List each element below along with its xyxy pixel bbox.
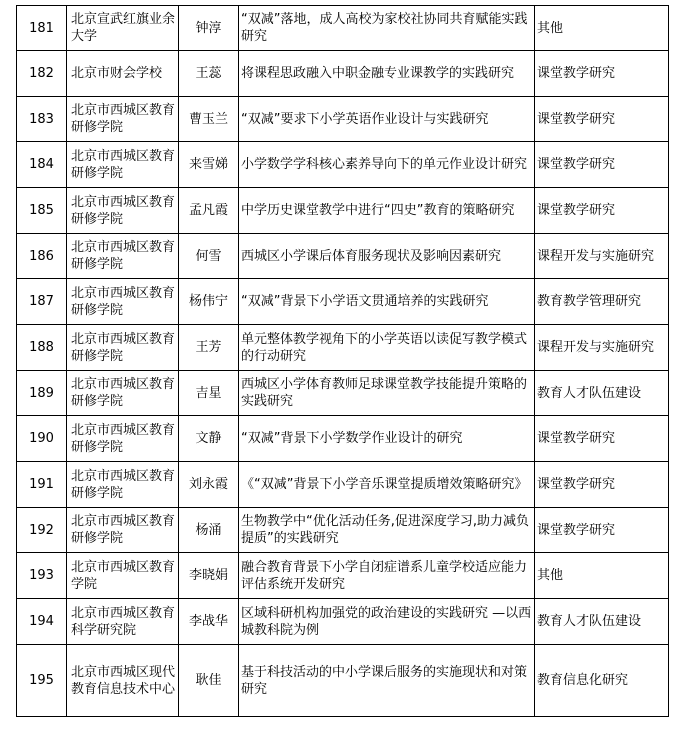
table-row (17, 645, 669, 717)
table-row (17, 508, 669, 553)
organization-cell: 北京市西城区教育研修学院 (67, 97, 179, 142)
table-row (17, 188, 669, 234)
row-number: 188 (17, 325, 67, 371)
researcher-name-cell: 王芳 (179, 325, 239, 371)
table-row (17, 553, 669, 599)
organization-cell: 北京市西城区教育研修学院 (67, 279, 179, 325)
organization-cell: 北京市西城区教育研修学院 (67, 142, 179, 188)
category-cell: 课堂教学研究 (535, 416, 669, 462)
projects-table-body (17, 6, 669, 717)
research-topic-cell: “双减”背景下小学语文贯通培养的实践研究 (239, 279, 535, 325)
table-row (17, 416, 669, 462)
table-row (17, 599, 669, 645)
row-number: 186 (17, 234, 67, 279)
researcher-name-cell: 曹玉兰 (179, 97, 239, 142)
category-cell: 课堂教学研究 (535, 188, 669, 234)
research-topic-cell: 融合教育背景下小学自闭症谱系儿童学校适应能力评估系统开发研究 (239, 553, 535, 599)
category-cell: 课堂教学研究 (535, 97, 669, 142)
table-row (17, 51, 669, 97)
organization-cell: 北京市西城区教育研修学院 (67, 371, 179, 416)
researcher-name-cell: 钟淳 (179, 6, 239, 51)
organization-cell: 北京市西城区教育研修学院 (67, 462, 179, 508)
category-cell: 课程开发与实施研究 (535, 234, 669, 279)
research-topic-cell: “双减”要求下小学英语作业设计与实践研究 (239, 97, 535, 142)
researcher-name-cell: 吉星 (179, 371, 239, 416)
row-number: 185 (17, 188, 67, 234)
row-number: 194 (17, 599, 67, 645)
researcher-name-cell: 李晓娟 (179, 553, 239, 599)
table-row (17, 234, 669, 279)
researcher-name-cell: 刘永霞 (179, 462, 239, 508)
projects-table (16, 5, 669, 717)
category-cell: 课堂教学研究 (535, 508, 669, 553)
row-number: 182 (17, 51, 67, 97)
category-cell: 课堂教学研究 (535, 142, 669, 188)
research-topic-cell: “双减”背景下小学数学作业设计的研究 (239, 416, 535, 462)
table-row (17, 279, 669, 325)
research-topic-cell: 将课程思政融入中职金融专业课教学的实践研究 (239, 51, 535, 97)
research-topic-cell: 中学历史课堂教学中进行“四史”教育的策略研究 (239, 188, 535, 234)
table-row (17, 462, 669, 508)
category-cell: 教育人才队伍建设 (535, 599, 669, 645)
research-topic-cell: 基于科技活动的中小学课后服务的实施现状和对策研究 (239, 645, 535, 717)
category-cell: 课堂教学研究 (535, 51, 669, 97)
row-number: 187 (17, 279, 67, 325)
row-number: 183 (17, 97, 67, 142)
category-cell: 课堂教学研究 (535, 462, 669, 508)
research-topic-cell: 《“双减”背景下小学音乐课堂提质增效策略研究》 (239, 462, 535, 508)
category-cell: 教育教学管理研究 (535, 279, 669, 325)
organization-cell: 北京市西城区教育研修学院 (67, 416, 179, 462)
organization-cell: 北京市西城区教育学院 (67, 553, 179, 599)
table-row (17, 6, 669, 51)
category-cell: 教育人才队伍建设 (535, 371, 669, 416)
organization-cell: 北京市西城区教育研修学院 (67, 325, 179, 371)
researcher-name-cell: 李战华 (179, 599, 239, 645)
research-topic-cell: 西城区小学课后体育服务现状及影响因素研究 (239, 234, 535, 279)
organization-cell: 北京市西城区教育研修学院 (67, 188, 179, 234)
organization-cell: 北京市西城区教育研修学院 (67, 234, 179, 279)
researcher-name-cell: 何雪 (179, 234, 239, 279)
research-topic-cell: “双减”落地，成人高校为家校社协同共育赋能实践研究 (239, 6, 535, 51)
researcher-name-cell: 耿佳 (179, 645, 239, 717)
row-number: 189 (17, 371, 67, 416)
row-number: 184 (17, 142, 67, 188)
research-topic-cell: 生物教学中“优化活动任务,促进深度学习,助力减负提质”的实践研究 (239, 508, 535, 553)
category-cell: 其他 (535, 6, 669, 51)
organization-cell: 北京市西城区教育研修学院 (67, 508, 179, 553)
category-cell: 教育信息化研究 (535, 645, 669, 717)
row-number: 192 (17, 508, 67, 553)
row-number: 191 (17, 462, 67, 508)
researcher-name-cell: 孟凡霞 (179, 188, 239, 234)
research-topic-cell: 小学数学学科核心素养导向下的单元作业设计研究 (239, 142, 535, 188)
research-topic-cell: 区域科研机构加强党的政治建设的实践研究 —以西城教科院为例 (239, 599, 535, 645)
researcher-name-cell: 杨涌 (179, 508, 239, 553)
research-topic-cell: 单元整体教学视角下的小学英语以读促写教学模式的行动研究 (239, 325, 535, 371)
researcher-name-cell: 王蕊 (179, 51, 239, 97)
category-cell: 其他 (535, 553, 669, 599)
researcher-name-cell: 来雪娣 (179, 142, 239, 188)
table-row (17, 97, 669, 142)
organization-cell: 北京宣武红旗业余大学 (67, 6, 179, 51)
organization-cell: 北京市西城区教育科学研究院 (67, 599, 179, 645)
researcher-name-cell: 杨伟宁 (179, 279, 239, 325)
row-number: 190 (17, 416, 67, 462)
table-row (17, 142, 669, 188)
row-number: 181 (17, 6, 67, 51)
row-number: 195 (17, 645, 67, 717)
table-row (17, 325, 669, 371)
category-cell: 课程开发与实施研究 (535, 325, 669, 371)
row-number: 193 (17, 553, 67, 599)
research-topic-cell: 西城区小学体育教师足球课堂教学技能提升策略的实践研究 (239, 371, 535, 416)
organization-cell: 北京市西城区现代教育信息技术中心 (67, 645, 179, 717)
organization-cell: 北京市财会学校 (67, 51, 179, 97)
researcher-name-cell: 文静 (179, 416, 239, 462)
table-row (17, 371, 669, 416)
